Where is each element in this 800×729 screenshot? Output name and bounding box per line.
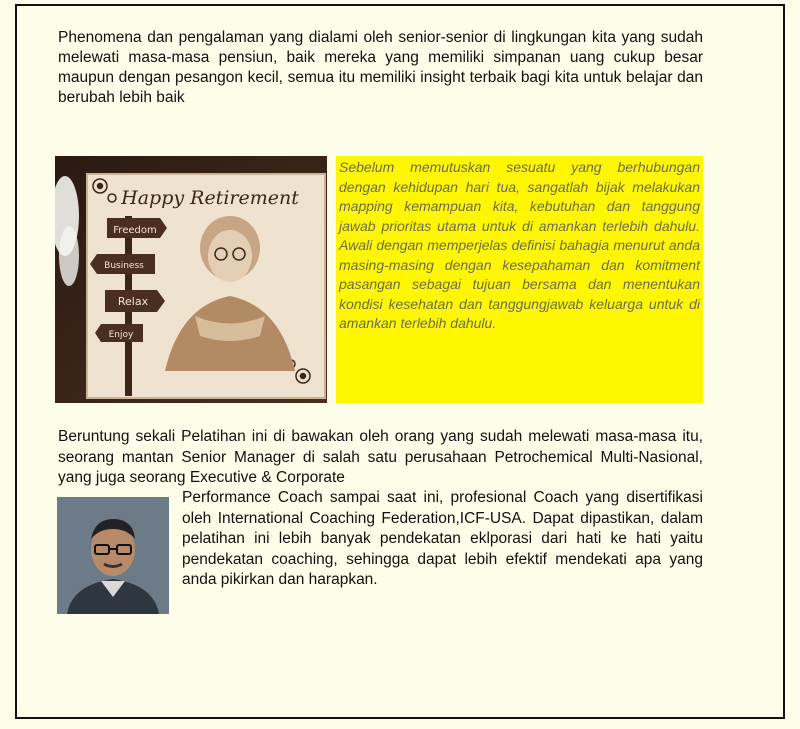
trainer-details-paragraph: Performance Coach sampai saat ini, profesional Coach yang disertifikasi oleh International Coaching Federation,ICF-USA. Dapat dipastikan, dalam pelatihan ini lebih banyak pendekatan eklporasi dari hati ke hati yaitu pendekatan coaching, sehingga dapat lebih efektif mendekati apa yang anda pikirkan dan harapkan. [182,489,703,588]
sign-label: Freedom [113,225,157,236]
trainer-photo [57,497,169,614]
sign-label: Business [104,261,144,271]
board-title: Happy Retirement [121,187,299,209]
intro-paragraph: Phenomena dan pengalaman yang dialami oleh senior-senior di lingkungan kita yang sudah melewati masa-masa pensiun, baik mereka yang memiliki simpanan uang cukup besar maupun dengan pesangon kecil, semua itu memiliki insight terbaik bagi kita untuk belajar dan berubah lebih baik [58,29,703,106]
trainer-intro-paragraph: Beruntung sekali Pelatihan ini di bawakan oleh orang yang sudah melewati masa-masa itu, seorang mantan Senior Manager di salah satu perusahaan Petrochemical Multi-Nasional, yang juga seorang Executive & Corporate [58,428,703,486]
sign-label: Enjoy [108,330,134,340]
highlight-box: Sebelum memutuskan sesuatu yang berhubungan dengan kehidupan hari tua, sangatlah bijak melakukan mapping kemampuan kita, kebutuhan dan tanggung jawab prioritas utama untuk di amankan terlebih dahulu. Awali dengan memperjelas definisi bahagia menurut anda masing-masing dengan kesepahaman dan komitment pasangan sebagai tujuan bersama dan menentukan kondisi kesehatan dan tanggungjawab keluarga untuk di amankan terlebih dahulu. [336,156,703,403]
retirement-photo [55,156,327,403]
sign-label: Relax [117,295,149,308]
